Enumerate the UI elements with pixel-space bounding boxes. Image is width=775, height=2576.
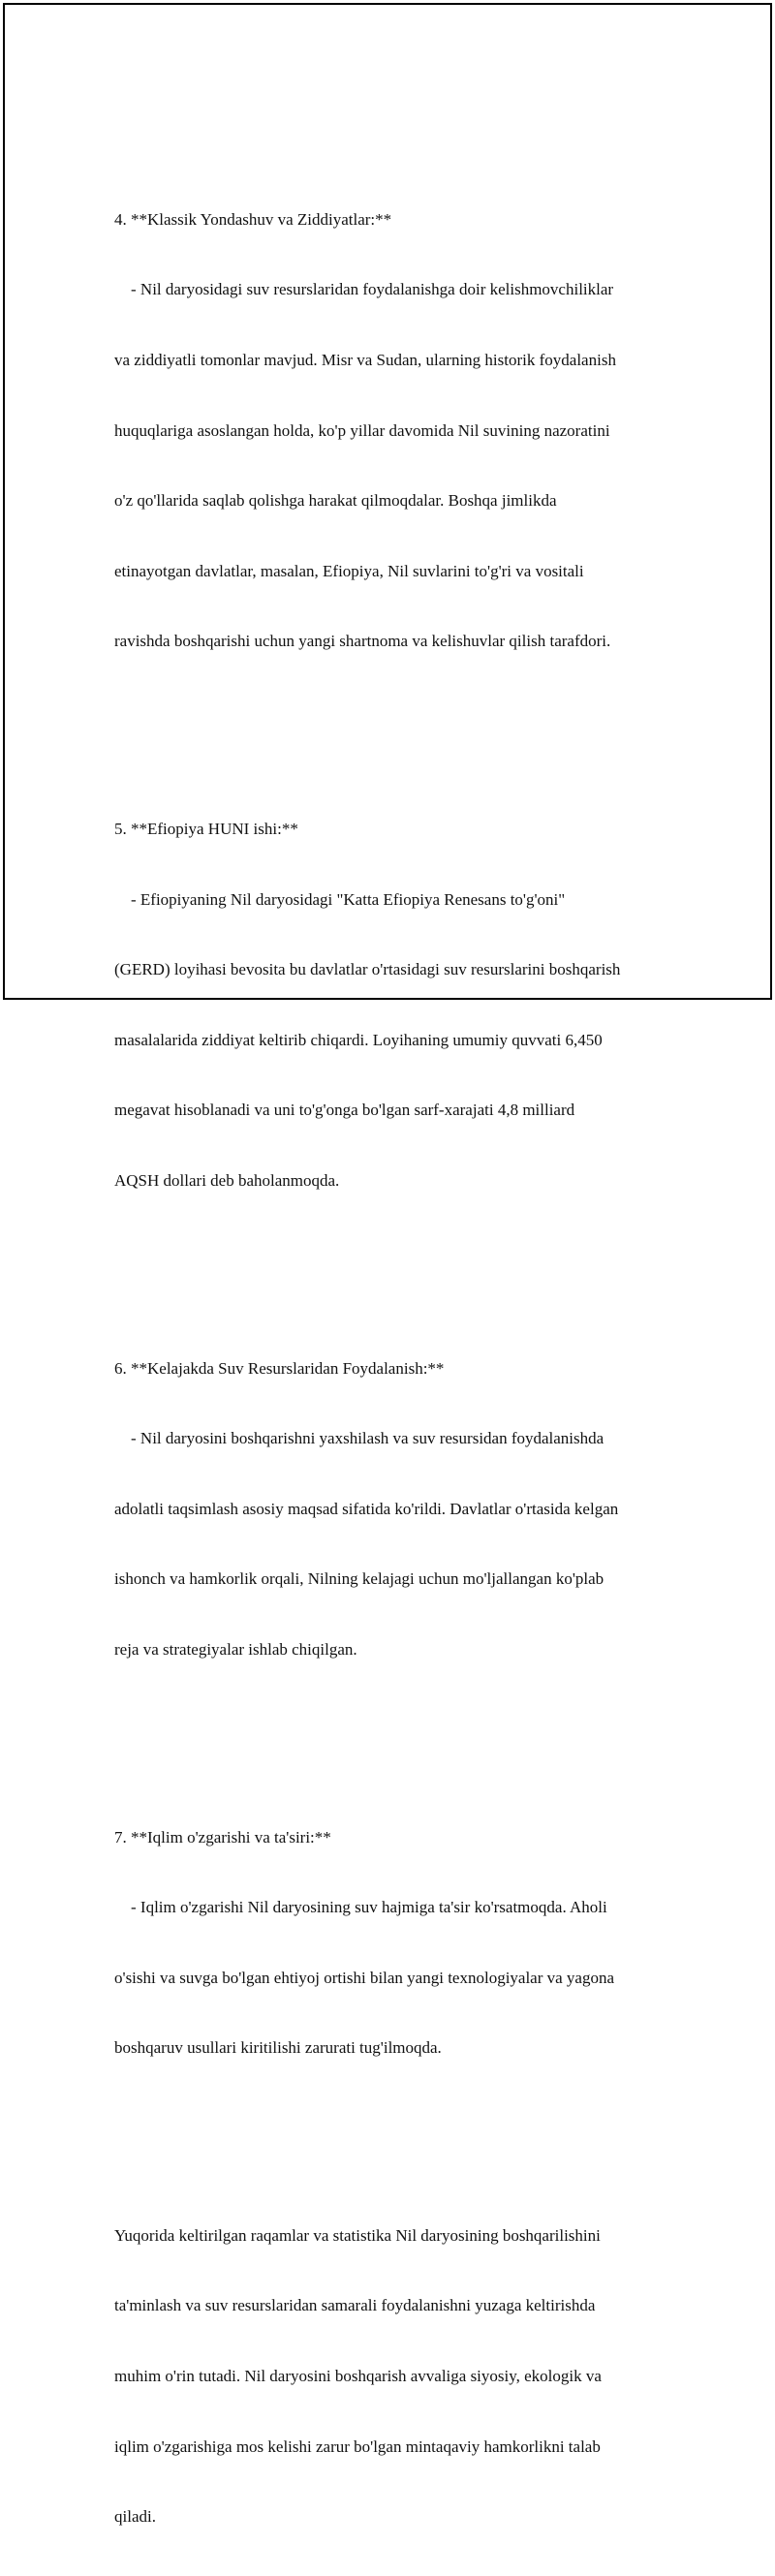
section-5-line: megavat hisoblanadi va uni to'g'onga bo'lgan sarf-xarajati 4,8 milliard bbox=[114, 1101, 575, 1120]
section-5-line: masalalarida ziddiyat keltirib chiqardi. Loyihaning umumiy quvvati 6,450 bbox=[114, 1030, 603, 1049]
section-4-line: huquqlariga asoslangan holda, ko'p yillar davomida Nil suvining nazoratini bbox=[114, 420, 610, 440]
conclusion-line: qiladi. bbox=[114, 2507, 156, 2527]
section-6-line: adolatli taqsimlash asosiy maqsad sifatida ko'rildi. Davlatlar o'rtasida kelgan bbox=[114, 1499, 619, 1518]
section-4-line: ravishda boshqarishi uchun yangi shartnoma va kelishuvlar qilish tarafdori. bbox=[114, 632, 611, 651]
paragraph-gap bbox=[114, 2107, 676, 2130]
section-6-line: ishonch va hamkorlik orqali, Nilning kelajagi uchun mo'ljallangan ko'plab bbox=[114, 1569, 604, 1589]
conclusion-line: Yuqorida keltirilgan raqamlar va statistika Nil daryosining boshqarilishini bbox=[114, 2225, 601, 2245]
section-4-line: etinayotgan davlatlar, masalan, Efiopiya, Nil suvlarini to'g'ri va vositali bbox=[114, 561, 584, 580]
section-6-line: - Nil daryosini boshqarishni yaxshilash va suv resursidan foydalanishda bbox=[114, 1429, 604, 1448]
section-4-line: va ziddiyatli tomonlar mavjud. Misr va Sudan, ularning historik foydalanish bbox=[114, 351, 616, 369]
paragraph-gap bbox=[114, 1709, 676, 1732]
section-7-line: - Iqlim o'zgarishi Nil daryosining suv hajmiga ta'sir ko'rsatmoqda. Aholi bbox=[114, 1898, 607, 1917]
section-7-line: o'sishi va suvga bo'lgan ehtiyoj ortishi bilan yangi texnologiyalar va yagona bbox=[114, 1968, 615, 1987]
conclusion-line: ta'minlash va suv resurslaridan samarali foydalanishni yuzaga keltirishda bbox=[114, 2296, 596, 2315]
section-7-line: boshqaruv usullari kiritilishi zarurati tug'ilmoqda. bbox=[114, 2038, 442, 2058]
section-4-heading: 4. **Klassik Yondashuv va Ziddiyatlar:** bbox=[114, 209, 392, 229]
paragraph-gap bbox=[114, 1240, 676, 1263]
section-5-line: - Efiopiyaning Nil daryosidagi "Katta Efiopiya Renesans to'g'oni" bbox=[114, 889, 566, 909]
section-4-line: o'z qo'llarida saqlab qolishga harakat qilmoqdalar. Boshqa jimlikda bbox=[114, 491, 557, 511]
section-5-line: (GERD) loyihasi bevosita bu davlatlar o'rtasidagi suv resurslarini boshqarish bbox=[114, 960, 621, 979]
section-5-line: AQSH dollari deb baholanmoqda. bbox=[114, 1170, 340, 1190]
section-6-line: reja va strategiyalar ishlab chiqilgan. bbox=[114, 1639, 357, 1659]
section-5-heading: 5. **Efiopiya HUNI ishi:** bbox=[114, 819, 298, 838]
paragraph-gap bbox=[114, 700, 676, 724]
section-7-heading: 7. **Iqlim o'zgarishi va ta'siri:** bbox=[114, 1827, 331, 1847]
conclusion-line: iqlim o'zgarishiga mos kelishi zarur bo'lgan mintaqaviy hamkorlikni talab bbox=[114, 2436, 601, 2456]
conclusion-line: muhim o'rin tutadi. Nil daryosini boshqarish avvaliga siyosiy, ekologik va bbox=[114, 2367, 602, 2386]
document-body bbox=[114, 114, 676, 2576]
section-4-line: - Nil daryosidagi suv resurslaridan foydalanishga doir kelishmovchiliklar bbox=[114, 280, 614, 299]
section-6-heading: 6. **Kelajakda Suv Resurslaridan Foydalanish:** bbox=[114, 1358, 445, 1378]
